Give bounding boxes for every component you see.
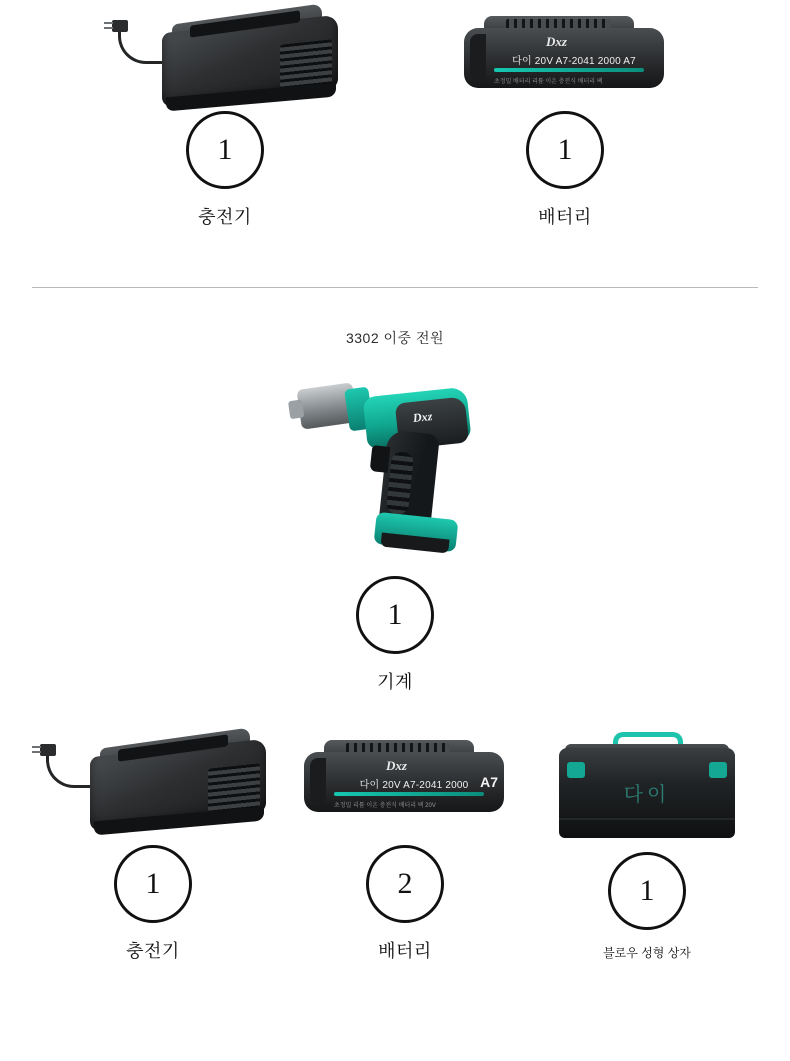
case-image	[547, 726, 747, 846]
section-title: 3302 이중 전원	[345, 330, 445, 346]
case-latch-left	[567, 762, 585, 778]
battery-image	[290, 730, 520, 835]
product-label: 블로우 성형 상자	[603, 946, 691, 960]
battery-spec-text: 다이 20V A7-2041 2000	[359, 780, 469, 791]
product-item-drill	[275, 370, 515, 694]
case-seam	[559, 818, 735, 820]
battery-rail	[310, 758, 326, 804]
quantity-badge: 1	[608, 852, 686, 930]
drill-image	[285, 370, 505, 570]
product-item-battery-2	[290, 730, 520, 963]
product-label: 배터리	[378, 941, 432, 961]
battery-rail	[470, 34, 486, 80]
product-row-1	[0, 0, 790, 229]
case-brand-text: 다이	[623, 784, 671, 806]
product-item-battery-1	[450, 6, 680, 229]
quantity-badge: 1	[356, 576, 434, 654]
quantity-badge: 1	[186, 111, 264, 189]
section-kit-dual-power	[0, 288, 790, 694]
quantity-badge: 1	[526, 111, 604, 189]
battery-subtext: 초정밀 리튬 이온 충전식 배터리 팩 20V	[334, 803, 436, 809]
product-row-3	[0, 730, 790, 963]
battery-subtext: 초정밀 배터리 리튬 이온 충전식 배터리 팩	[494, 79, 603, 85]
product-label: 기계	[377, 672, 413, 692]
battery-brand-text: Dxz	[386, 758, 407, 773]
charger-image	[38, 730, 268, 835]
drill-brand-text: Dxz	[412, 409, 433, 425]
product-label: 충전기	[198, 207, 252, 227]
quantity-badge: 2	[366, 845, 444, 923]
charger-image	[110, 6, 340, 111]
product-item-case	[542, 730, 752, 961]
battery-brand-text: Dxz	[546, 34, 567, 49]
product-row-2	[0, 348, 790, 694]
section-kit-basic	[0, 0, 790, 229]
case-latch-right	[709, 762, 727, 778]
section-kit-full	[0, 694, 790, 963]
power-plug-icon	[40, 744, 56, 756]
product-label: 충전기	[126, 941, 180, 961]
battery-image	[450, 6, 680, 111]
power-plug-icon	[112, 20, 128, 32]
quantity-badge: 1	[114, 845, 192, 923]
battery-model-text: A7	[480, 774, 498, 790]
drill-trigger	[370, 445, 391, 473]
battery-spec-text: 다이 20V A7-2041 2000 A7	[512, 56, 636, 67]
product-item-charger-1	[110, 6, 340, 229]
battery-accent-bar	[494, 68, 644, 72]
product-label: 배터리	[538, 207, 592, 227]
product-item-charger-2	[38, 730, 268, 963]
battery-accent-bar	[334, 792, 484, 796]
